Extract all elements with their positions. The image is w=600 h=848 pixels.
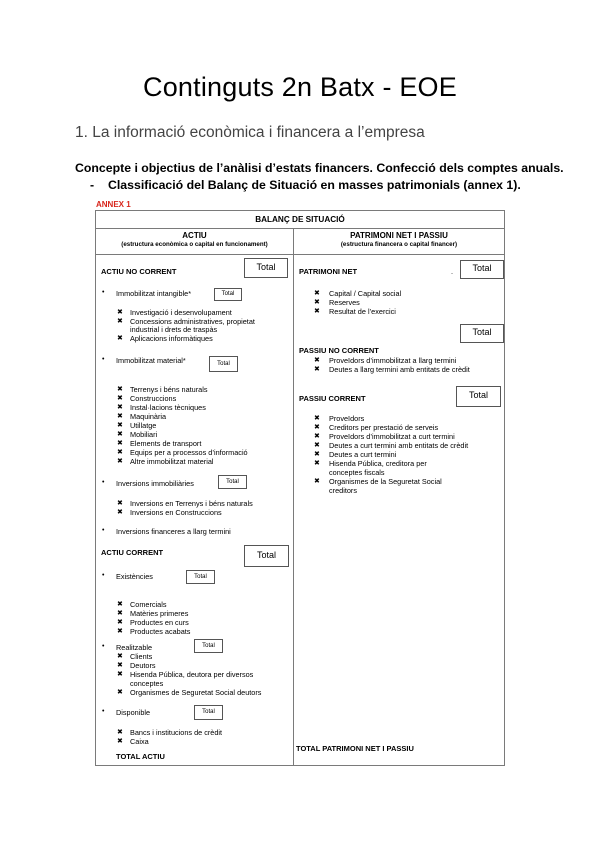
cross-bullet-icon: ✖	[117, 413, 123, 420]
list-item: Equips per a processos d’informació	[130, 448, 248, 457]
list-item: Creditors per prestació de serveis	[329, 423, 439, 432]
list-item: Deutes a curt termini	[329, 450, 397, 459]
total-box: Total	[209, 356, 238, 372]
available-label: Disponible	[116, 708, 151, 717]
list-item: conceptes	[130, 679, 164, 688]
list-item: Reserves	[329, 298, 360, 307]
asset-heading: ACTIU	[182, 231, 207, 240]
cross-bullet-icon: ✖	[117, 335, 123, 342]
total-box: Total	[218, 475, 247, 489]
list-item: creditors	[329, 486, 357, 495]
total-box: Total	[460, 324, 504, 343]
list-item: Productes acabats	[130, 627, 191, 636]
cross-bullet-icon: ✖	[117, 628, 123, 635]
annex-label: ANNEX 1	[96, 200, 131, 209]
list-item: Productes en curs	[130, 618, 189, 627]
property-investments-label: Inversions immobiliàries	[116, 479, 194, 488]
cross-bullet-icon: ✖	[314, 478, 320, 485]
total-box: Total	[194, 639, 223, 653]
list-item: Bancs i institucions de crèdit	[130, 728, 223, 737]
total-assets-label: TOTAL ACTIU	[116, 752, 165, 761]
list-item: Caixa	[130, 737, 149, 746]
bullet-icon: •	[102, 479, 105, 486]
list-item: Inversions en Construccions	[130, 508, 222, 517]
cross-bullet-icon: ✖	[314, 366, 320, 373]
bullet-icon: •	[102, 356, 105, 363]
list-item: Proveïdors d’immobilitzat a curt termini	[329, 432, 455, 441]
cross-bullet-icon: ✖	[117, 509, 123, 516]
list-item: Construccions	[130, 394, 177, 403]
liability-column-heading	[294, 231, 504, 248]
dash-bullet: -	[90, 178, 95, 192]
list-item: Resultat de l’exercici	[329, 307, 396, 316]
cross-bullet-icon: ✖	[117, 431, 123, 438]
bullet-icon: •	[102, 289, 105, 296]
bullet-icon: •	[102, 527, 105, 534]
list-item: Elements de transport	[130, 439, 202, 448]
classification-text: Classificació del Balanç de Situació en masses patrimonials (annex 1).	[108, 178, 521, 192]
cross-bullet-icon: ✖	[314, 415, 320, 422]
cross-bullet-icon: ✖	[117, 395, 123, 402]
list-item: Mobiliari	[130, 430, 158, 439]
liability-subheading: (estructura financera o capital financer)	[340, 241, 458, 248]
list-item: Hisenda Pública, deutora per diversos	[130, 670, 254, 679]
cross-bullet-icon: ✖	[117, 500, 123, 507]
cross-bullet-icon: ✖	[314, 290, 320, 297]
list-item: Proveïdors	[329, 414, 365, 423]
cross-bullet-icon: ✖	[314, 299, 320, 306]
header-divider	[96, 254, 504, 255]
cross-bullet-icon: ✖	[314, 308, 320, 315]
list-item: Comercials	[130, 600, 167, 609]
liability-heading: PATRIMONI NET I PASSIU	[350, 231, 448, 240]
cross-bullet-icon: ✖	[314, 424, 320, 431]
list-item: Proveïdors d’immobilitzat a llarg termini	[329, 356, 457, 365]
equity-heading: PATRIMONI NET	[299, 267, 358, 276]
balance-sheet-title: BALANÇ DE SITUACIÓ	[96, 211, 504, 229]
list-item: Concessions administratives, propietat	[130, 317, 255, 326]
tangible-label: Immobilitzat material*	[116, 356, 186, 365]
total-equity-liabilities-label: TOTAL PATRIMONI NET I PASSIU	[296, 744, 414, 753]
list-item: Utillatge	[130, 421, 157, 430]
list-item: Maquinària	[130, 412, 167, 421]
bullet-icon: •	[102, 708, 105, 715]
list-item: Clients	[130, 652, 153, 661]
cross-bullet-icon: ✖	[117, 619, 123, 626]
cross-bullet-icon: ✖	[117, 729, 123, 736]
total-box: Total	[214, 288, 242, 301]
cross-bullet-icon: ✖	[314, 433, 320, 440]
realizable-label: Realitzable	[116, 643, 153, 652]
cross-bullet-icon: ✖	[117, 386, 123, 393]
list-item: Investigació i desenvolupament	[130, 308, 232, 317]
column-divider	[293, 228, 294, 765]
cross-bullet-icon: ✖	[117, 318, 123, 325]
total-box: Total	[456, 386, 501, 407]
non-current-liabilities-heading: PASSIU NO CORRENT	[299, 346, 379, 355]
cross-bullet-icon: ✖	[117, 671, 123, 678]
total-box: Total	[186, 570, 215, 584]
cross-bullet-icon: ✖	[117, 422, 123, 429]
equity-dot: .	[451, 267, 454, 276]
list-item: Terrenys i béns naturals	[130, 385, 208, 394]
cross-bullet-icon: ✖	[117, 458, 123, 465]
list-item: Aplicacions informàtiques	[130, 334, 213, 343]
total-box: Total	[244, 258, 288, 278]
total-box: Total	[460, 260, 504, 279]
asset-subheading: (estructura econòmica o capital en funcionament)	[121, 241, 268, 248]
balance-sheet	[95, 210, 505, 766]
cross-bullet-icon: ✖	[314, 357, 320, 364]
classification-line	[90, 178, 521, 192]
cross-bullet-icon: ✖	[314, 442, 320, 449]
list-item: Altre immobilitzat material	[130, 457, 214, 466]
bullet-icon: •	[102, 572, 105, 579]
cross-bullet-icon: ✖	[117, 689, 123, 696]
cross-bullet-icon: ✖	[117, 610, 123, 617]
concept-line: Concepte i objectius de l’anàlisi d’estats financers. Confecció dels comptes anuals.	[75, 161, 564, 175]
cross-bullet-icon: ✖	[117, 653, 123, 660]
current-assets-heading: ACTIU CORRENT	[101, 548, 164, 557]
bullet-icon: •	[102, 643, 105, 650]
stocks-label: Existències	[116, 572, 153, 581]
current-liabilities-heading: PASSIU CORRENT	[299, 394, 366, 403]
page-title: Continguts 2n Batx - EOE	[143, 72, 457, 102]
cross-bullet-icon: ✖	[117, 440, 123, 447]
list-item: Deutors	[130, 661, 156, 670]
cross-bullet-icon: ✖	[117, 449, 123, 456]
list-item: Inversions en Terrenys i béns naturals	[130, 499, 253, 508]
intangible-label: Immobilitzat intangible*	[116, 289, 192, 298]
cross-bullet-icon: ✖	[117, 738, 123, 745]
list-item: Hisenda Pública, creditora per	[329, 459, 427, 468]
list-item: industrial i drets de traspàs	[130, 325, 218, 334]
financial-investments-label: Inversions financeres a llarg termini	[116, 527, 231, 536]
cross-bullet-icon: ✖	[117, 601, 123, 608]
cross-bullet-icon: ✖	[314, 460, 320, 467]
cross-bullet-icon: ✖	[117, 662, 123, 669]
non-current-assets-heading: ACTIU NO CORRENT	[101, 267, 177, 276]
list-item: Deutes a curt termini amb entitats de crèdit	[329, 441, 469, 450]
cross-bullet-icon: ✖	[117, 309, 123, 316]
cross-bullet-icon: ✖	[117, 404, 123, 411]
list-item: Organismes de Seguretat Social deutors	[130, 688, 262, 697]
list-item: Organismes de la Seguretat Social	[329, 477, 442, 486]
asset-column-heading	[96, 231, 293, 248]
list-item: Deutes a llarg termini amb entitats de crèdit	[329, 365, 470, 374]
cross-bullet-icon: ✖	[314, 451, 320, 458]
total-box: Total	[194, 705, 223, 720]
list-item: conceptes fiscals	[329, 468, 385, 477]
total-box: Total	[244, 545, 289, 567]
list-item: Instal·lacions tècniques	[130, 403, 206, 412]
list-item: Capital / Capital social	[329, 289, 402, 298]
list-item: Matèries primeres	[130, 609, 189, 618]
section-heading: 1. La informació econòmica i financera a l’empresa	[75, 124, 425, 141]
